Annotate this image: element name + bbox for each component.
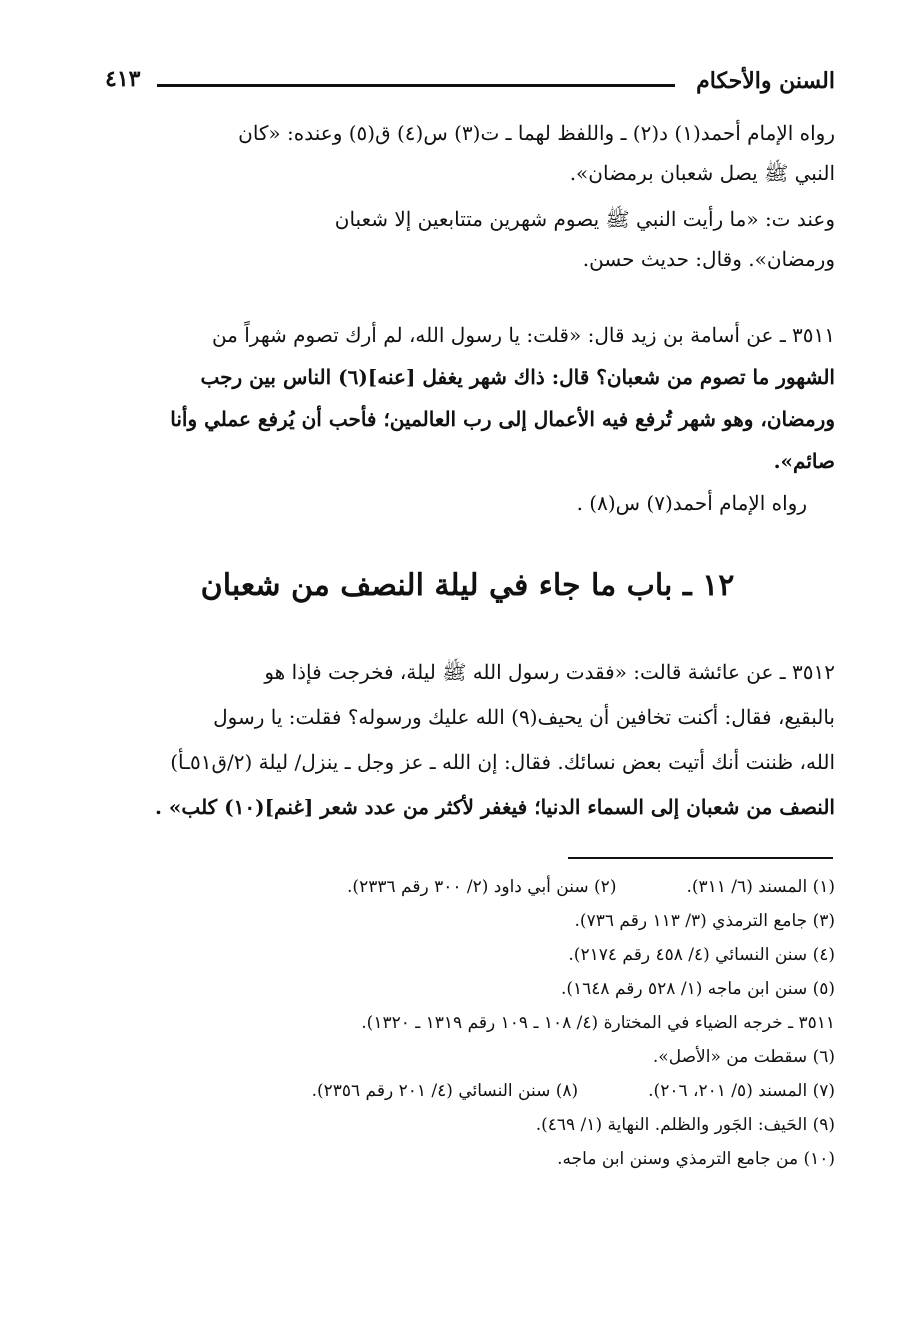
footnote: (٧) المسند (٥/ ٢٠١، ٢٠٦). — [648, 1081, 835, 1101]
header-rule — [157, 84, 675, 87]
footnote-row — [160, 1006, 835, 1040]
hadith-line: بالبقيع، فقال: أكنت تخافين أن يحيف(٩) الله عليك ورسوله؟ فقلت: يا رسول — [213, 705, 835, 729]
hadith-line: الشهور ما تصوم من شعبان؟ قال: ذاك شهر يغفل [عنه](٦) الناس بين رجب — [200, 365, 835, 389]
footnote-row — [160, 870, 835, 904]
footnote: (٦) سقطت من «الأصل». — [652, 1047, 835, 1067]
footnote: (٨) سنن النسائي (٤/ ٢٠١ رقم ٢٣٥٦). — [311, 1081, 579, 1101]
intro-paragraph — [100, 113, 835, 279]
hadith-line: الله، ظننت أنك أتيت بعض نسائك. فقال: إن الله ـ عز وجل ـ ينزل/ ليلة (٢/ق٥١ـأ) — [170, 750, 835, 774]
intro-line: ورمضان». وقال: حديث حسن. — [582, 247, 835, 271]
footnote: (٣) جامع الترمذي (٣/ ١١٣ رقم ٧٣٦). — [574, 911, 835, 931]
footnote: (٥) سنن ابن ماجه (١/ ٥٢٨ رقم ١٦٤٨). — [560, 979, 835, 999]
footnote: (١٠) من جامع الترمذي وسنن ابن ماجه. — [557, 1149, 835, 1169]
footnote-row — [160, 1142, 835, 1176]
footnote-row — [160, 938, 835, 972]
footnote: (٢) سنن أبي داود (٢/ ٣٠٠ رقم ٢٣٣٦). — [347, 877, 617, 897]
footnote: (٩) الحَيف: الجَور والظلم. النهاية (١/ ٤٦٩). — [535, 1115, 835, 1135]
hadith-line: ورمضان، وهو شهر تُرفع فيه الأعمال إلى رب العالمين؛ فأحب أن يُرفع عملي وأنا — [170, 407, 835, 431]
hadith-line: صائم». — [773, 449, 835, 473]
footnotes — [160, 870, 835, 1176]
attribution-line: رواه الإمام أحمد(٧) س(٨) . — [576, 491, 807, 515]
intro-line: وعند ت: «ما رأيت النبي ﷺ يصوم شهرين متتابعين إلا شعبان — [334, 207, 835, 231]
footnote-row — [160, 904, 835, 938]
footnote-row — [160, 1108, 835, 1142]
footnote: (١) المسند (٦/ ٣١١). — [686, 877, 835, 897]
hadith-line: النصف من شعبان إلى السماء الدنيا؛ فيغفر لأكثر من عدد شعر [غنم](١٠) كلب» . — [155, 795, 835, 819]
footnote-row — [160, 1040, 835, 1074]
page-number: ٤١٣ — [105, 66, 141, 92]
hadith-3511 — [100, 314, 835, 524]
footnote: ٣٥١١ ـ خرجه الضياء في المختارة (٤/ ١٠٨ ـ ١٠٩ رقم ١٣١٩ ـ ١٣٢٠). — [361, 1013, 835, 1033]
footnote-row — [160, 1074, 835, 1108]
running-title: السنن والأحكام — [696, 68, 835, 94]
hadith-line: ٣٥١١ ـ عن أسامة بن زيد قال: «قلت: يا رسول الله، لم أرك تصوم شهراً من — [211, 323, 835, 347]
hadith-3512 — [100, 650, 835, 830]
footnote-separator — [568, 857, 833, 859]
page-header — [105, 62, 835, 102]
intro-line: النبي ﷺ يصل شعبان برمضان». — [569, 161, 835, 185]
footnote: (٤) سنن النسائي (٤/ ٤٥٨ رقم ٢١٧٤). — [568, 945, 835, 965]
chapter-heading: ١٢ ـ باب ما جاء في ليلة النصف من شعبان — [200, 568, 735, 603]
footnote-row — [160, 972, 835, 1006]
hadith-line: ٣٥١٢ ـ عن عائشة قالت: «فقدت رسول الله ﷺ ليلة، فخرجت فإذا هو — [264, 660, 835, 684]
intro-line: رواه الإمام أحمد(١) د(٢) ـ واللفظ لهما ـ ت(٣) س(٤) ق(٥) وعنده: «كان — [238, 121, 835, 145]
